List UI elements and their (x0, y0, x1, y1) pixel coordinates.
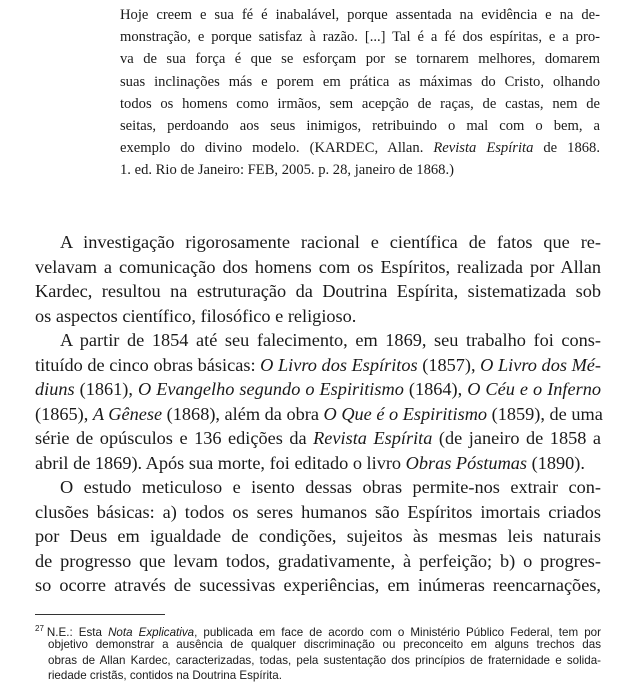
italic-title: O Que é o Espiritismo (323, 403, 488, 424)
text-run: série de opúsculos e 136 edições da (35, 428, 314, 448)
text-run: objetivo demonstrar a ausência de qualquer discriminação ou preconceito em alguns trechos das (48, 637, 601, 651)
text-run: (1868), além da obra (162, 403, 324, 424)
text-run: 1. ed. Rio de Janeiro: FEB, 2005. p. 28, janeiro de 1868.) (120, 162, 454, 179)
text-run: (1857), (417, 354, 481, 375)
text-run: Kardec, resultou na estruturação da Doutrina Espírita, sistematizada sob (35, 281, 601, 301)
text-run: (de janeiro de 1858 a (432, 428, 601, 448)
text-run: exemplo do divino modelo. (KARDEC, Allan. (120, 140, 434, 157)
text-run: de 1868. (533, 140, 600, 157)
footnote-number: 27 (35, 624, 44, 633)
text-run: de progresso que levam todos, gradativamente, à perfeição; b) o progres- (35, 550, 601, 571)
footnote (35, 621, 601, 684)
text-run: (1864), (403, 379, 468, 399)
quote-line (120, 26, 600, 48)
quote-line (120, 48, 600, 70)
italic-title: O Livro dos Espíritos (260, 354, 418, 375)
text-run: velavam a comunicação dos homens com os Espíritos, realizada por Allan (35, 256, 601, 277)
quote-line (120, 71, 600, 93)
text-run: abril de 1869). Após sua morte, foi editado o livro (35, 452, 406, 473)
paragraph-line (35, 573, 601, 598)
footnote-line (35, 621, 601, 637)
paragraph-line (35, 304, 601, 329)
text-run: so ocorre através de sucessivas experiências, em inúmeras reencarnações, (35, 575, 601, 595)
footnote-divider (35, 614, 165, 615)
footnote-line (35, 668, 601, 684)
text-run: O estudo meticuloso e isento dessas obras permite-nos extrair con- (60, 477, 601, 497)
paragraph-line (35, 549, 601, 574)
paragraph-line (35, 279, 601, 304)
text-run: monstração, e porque satisfaz à razão. [...] Tal é a fé dos espíritas, e a pro- (120, 29, 600, 46)
italic-title: Nota Explicativa (108, 626, 195, 639)
italic-title: A Gênese (92, 403, 163, 424)
paragraph-line (35, 255, 601, 280)
text-run: (1861), (74, 379, 138, 399)
italic-title: O Evangelho segundo o Espiritismo (137, 379, 404, 399)
paragraph-line (35, 377, 601, 402)
text-run: N.E.: Esta (46, 626, 109, 639)
quote-line (120, 4, 600, 26)
paragraph-line (35, 451, 601, 476)
text-run: A partir de 1854 até seu falecimento, em 1869, seu trabalho foi cons- (60, 330, 601, 350)
quote-line (120, 137, 600, 159)
paragraph-line (35, 475, 601, 500)
text-run: todos os homens como irmãos, sem acepção de raças, de castas, nem de (120, 95, 600, 112)
footnote-line (35, 637, 601, 653)
paragraph-line (35, 402, 601, 427)
text-run: riedade cristãs, contidos na Doutrina Espírita. (48, 669, 282, 683)
paragraph-line (35, 426, 601, 451)
quote-line (120, 159, 600, 181)
paragraph-line (35, 328, 601, 353)
text-run: , publicada em face de acordo com o Ministério Público Federal, tem por (194, 626, 601, 639)
text-run: os aspectos científico, filosófico e religioso. (35, 305, 357, 326)
text-run: A investigação rigorosamente racional e científica de fatos que re- (60, 232, 601, 252)
quote-line (120, 115, 600, 137)
text-run: Hoje creem e sua fé é inabalável, porque assentada na evidência e na de- (120, 7, 600, 23)
text-run: clusões básicas: a) todos os seres humanos são Espíritos imortais criados (35, 501, 601, 522)
italic-title: Obras Póstumas (405, 452, 528, 473)
body-text (35, 230, 601, 598)
italic-title: Revista Espírita (433, 140, 534, 157)
text-run: tituído de cinco obras básicas: (35, 354, 261, 375)
block-quote (120, 4, 600, 182)
text-run: obras de Allan Kardec, caracterizadas, todas, pela sustentação dos princípios de fraternidade e solida- (48, 653, 601, 667)
paragraph-line (35, 500, 601, 525)
italic-title: O Livro dos Mé- (480, 354, 602, 375)
paragraph-line (35, 353, 601, 378)
text-run: seitas, perdoando aos seus inimigos, retribuindo o mal com o bem, a (120, 117, 600, 134)
italic-title: diuns (35, 379, 75, 399)
text-run: (1859), de uma (487, 403, 603, 424)
text-run: por Deus em igualdade de condições, sujeitos às mesmas leis naturais (35, 526, 601, 546)
footnote-line (35, 653, 601, 669)
paragraph-line (35, 230, 601, 255)
italic-title: O Céu e o Inferno (467, 379, 602, 399)
text-run: (1865), (35, 403, 93, 424)
text-run: (1890). (527, 452, 585, 473)
text-run: suas inclinações más e porem em prática as máximas do Cristo, olhando (120, 73, 600, 90)
text-run: va de sua força é que se esforçam por se tornarem melhores, domarem (120, 51, 600, 68)
italic-title: Revista Espírita (313, 428, 433, 448)
quote-line (120, 93, 600, 115)
paragraph-line (35, 524, 601, 549)
